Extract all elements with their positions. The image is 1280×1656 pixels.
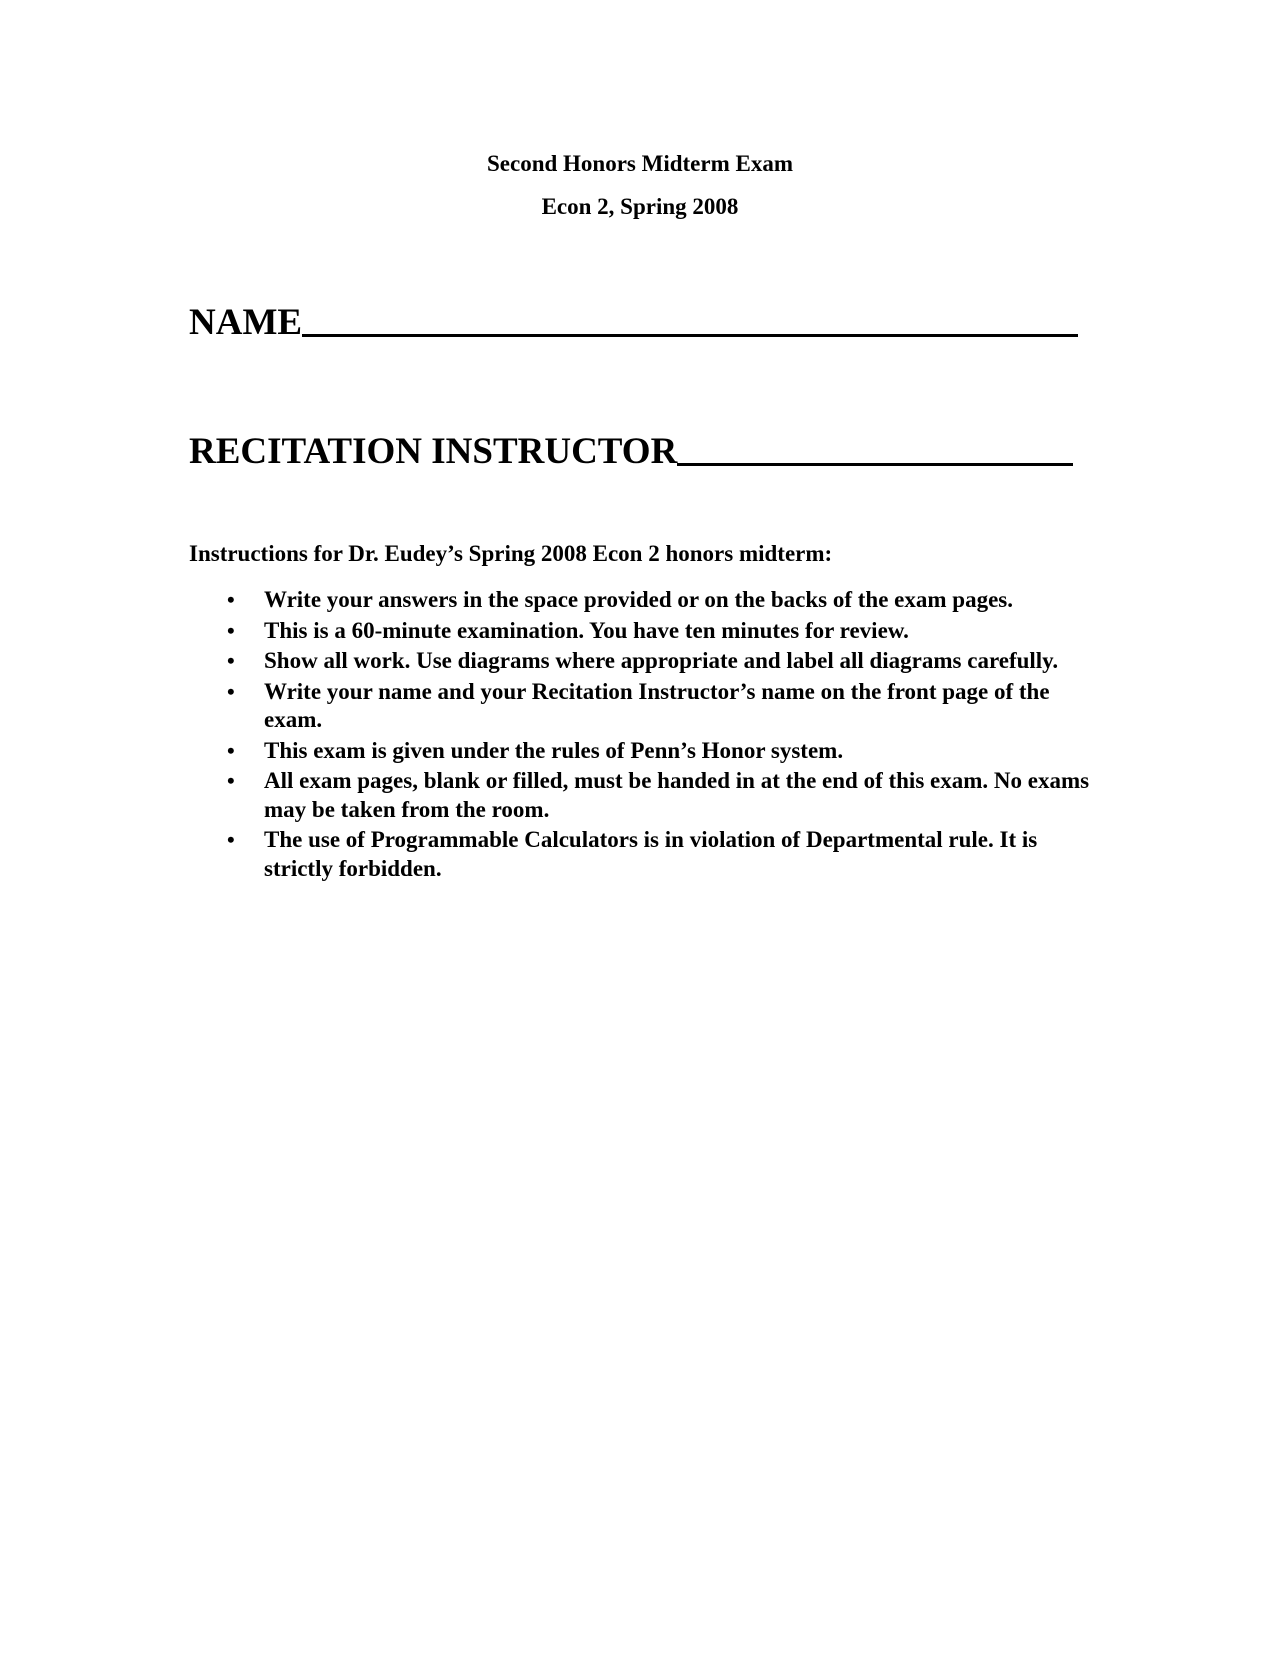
recitation-instructor-blank-line[interactable] [677,463,1073,466]
bullet-icon: • [227,648,235,673]
bullet-icon: • [227,587,235,612]
instruction-text: The use of Programmable Calculators is in violation of Departmental rule. It is strictly forbidden. [264,827,1038,881]
instruction-text: Write your answers in the space provided or on the backs of the exam pages. [264,587,1013,612]
bullet-icon: • [227,827,235,852]
instructions-heading: Instructions for Dr. Eudey’s Spring 2008 Econ 2 honors midterm: [189,541,833,566]
instruction-text: All exam pages, blank or filled, must be handed in at the end of this exam. No exams may be taken from the room. [264,768,1090,822]
bullet-icon: • [227,678,235,704]
instruction-item [189,737,1109,766]
recitation-instructor-label: RECITATION INSTRUCTOR [189,431,678,472]
course-term: Econ 2, Spring 2008 [541,194,739,219]
instruction-item [189,617,1109,646]
bullet-icon: • [227,768,235,793]
instruction-text: Show all work. Use diagrams where appropriate and label all diagrams carefully. [264,648,1059,673]
recitation-instructor-field[interactable] [189,432,1073,472]
instruction-text: Write your name and your Recitation Instructor’s name on the front page of the exam. [264,678,1050,732]
instruction-item [189,678,1109,735]
name-field[interactable] [189,303,1078,343]
instructions-list [189,586,1109,885]
exam-title: Second Honors Midterm Exam [486,151,793,176]
instruction-item [189,826,1109,883]
instruction-text: This is a 60-minute examination. You have ten minutes for review. [264,617,909,643]
instruction-item [189,647,1109,676]
instruction-item [189,767,1109,824]
name-label: NAME [189,302,303,343]
name-blank-line[interactable] [302,334,1078,337]
instruction-text: This exam is given under the rules of Penn’s Honor system. [264,737,844,763]
instruction-item [189,586,1109,615]
bullet-icon: • [227,737,235,763]
bullet-icon: • [227,617,235,643]
